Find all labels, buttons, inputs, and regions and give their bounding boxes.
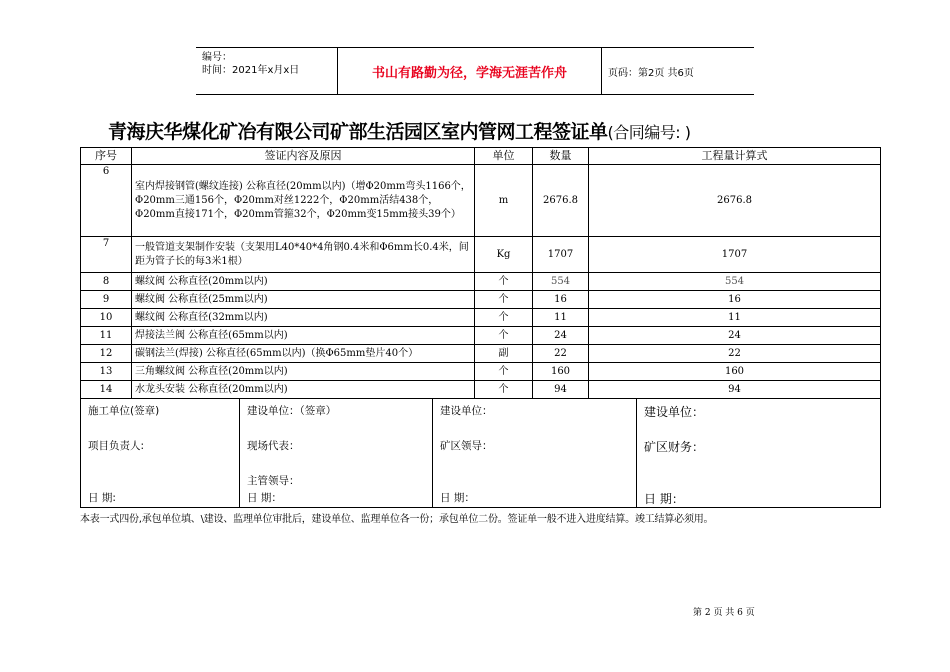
- cell-calc: 11: [589, 309, 881, 327]
- table-row: [81, 345, 881, 363]
- header-meta: [196, 48, 338, 94]
- header-slogan: 书山有路勤为径，学海无涯苦作舟: [338, 48, 602, 94]
- cell-qty: 160: [533, 363, 589, 381]
- table-row: [81, 381, 881, 399]
- sig-title: 建设单位：: [644, 405, 705, 419]
- cell-desc: 螺纹阀 公称直径(20mm以内): [132, 273, 475, 291]
- signature-table: [80, 398, 881, 508]
- signature-contractor: [81, 399, 240, 508]
- cell-qty: 1707: [533, 237, 589, 273]
- signature-owner-1: [240, 399, 433, 508]
- col-header-desc: 签证内容及原因: [132, 148, 475, 165]
- cell-no: 8: [81, 273, 132, 291]
- sig-date: 日 期：: [247, 492, 282, 504]
- cell-calc: 160: [589, 363, 881, 381]
- number-label: 编号：: [202, 52, 232, 63]
- sig-date: 日 期：: [440, 492, 475, 504]
- cell-desc: 水龙头安装 公称直径(20mm以内): [132, 381, 475, 399]
- cell-unit: 个: [475, 273, 533, 291]
- visa-table: [80, 147, 881, 399]
- cell-desc: 螺纹阀 公称直径(25mm以内): [132, 291, 475, 309]
- cell-calc: 94: [589, 381, 881, 399]
- table-header-row: [81, 148, 881, 165]
- signature-row: [81, 399, 881, 508]
- cell-desc: 三角螺纹阀 公称直径(20mm以内): [132, 363, 475, 381]
- cell-no: 14: [81, 381, 132, 399]
- sig-date: 日 期：: [644, 492, 684, 506]
- cell-unit: 副: [475, 345, 533, 363]
- cell-unit: 个: [475, 381, 533, 399]
- col-header-unit: 单位: [475, 148, 533, 165]
- title-contract: (合同编号: ): [607, 123, 691, 142]
- sig-date: 日 期:: [88, 492, 116, 504]
- cell-unit: 个: [475, 327, 533, 345]
- col-header-qty: 数量: [533, 148, 589, 165]
- col-header-no: 序号: [81, 148, 132, 165]
- cell-unit: 个: [475, 309, 533, 327]
- cell-desc: 焊接法兰阀 公称直径(65mm以内): [132, 327, 475, 345]
- cell-qty: 94: [533, 381, 589, 399]
- cell-calc: 24: [589, 327, 881, 345]
- cell-desc: 螺纹阀 公称直径(32mm以内): [132, 309, 475, 327]
- cell-unit: Kg: [475, 237, 533, 273]
- cell-calc: 554: [589, 273, 881, 291]
- cell-no: 12: [81, 345, 132, 363]
- table-row: [81, 237, 881, 273]
- cell-unit: m: [475, 165, 533, 237]
- sig-line: 主管领导：: [247, 475, 300, 487]
- table-row: [81, 273, 881, 291]
- table-row: [81, 291, 881, 309]
- sig-title: 建设单位：（签章）: [247, 405, 337, 417]
- sig-title: 建设单位：: [440, 405, 493, 417]
- document-title: [108, 117, 868, 144]
- sig-line: 矿区财务：: [644, 440, 705, 454]
- cell-desc: 碳钢法兰(焊接) 公称直径(65mm以内)（换Φ65mm垫片40个）: [132, 345, 475, 363]
- signature-owner-2: [433, 399, 637, 508]
- header-page-info: 页码：第2页 共6页: [608, 67, 694, 79]
- cell-qty: 24: [533, 327, 589, 345]
- col-header-calc: 工程量计算式: [589, 148, 881, 165]
- cell-qty: 16: [533, 291, 589, 309]
- cell-no: 7: [81, 237, 132, 273]
- cell-no: 6: [81, 165, 132, 237]
- table-row: [81, 165, 881, 237]
- table-row: [81, 363, 881, 381]
- page-footer: 第 2 页 共 6 页: [693, 608, 755, 618]
- cell-no: 13: [81, 363, 132, 381]
- cell-unit: 个: [475, 363, 533, 381]
- cell-qty: 11: [533, 309, 589, 327]
- page-header: [196, 47, 754, 95]
- sig-line: 项目负责人:: [88, 440, 145, 452]
- cell-calc: 22: [589, 345, 881, 363]
- cell-no: 10: [81, 309, 132, 327]
- sig-line: 矿区领导：: [440, 440, 493, 452]
- footnote: 本表一式四份,承包单位填、\建设、监理单位审批后，建设单位、监理单位各一份；承包单位二份。签证单一般不进入进度结算。竣工结算必须用。: [80, 514, 714, 525]
- cell-no: 11: [81, 327, 132, 345]
- cell-no: 9: [81, 291, 132, 309]
- cell-unit: 个: [475, 291, 533, 309]
- cell-calc: 16: [589, 291, 881, 309]
- sig-title: 施工单位(签章): [88, 405, 160, 417]
- cell-qty: 2676.8: [533, 165, 589, 237]
- cell-desc: 一般管道支架制作安装（支架用L40*40*4角钢0.4米和Φ6mm长0.4米，间距为管子长的每3米1根）: [132, 237, 475, 273]
- table-row: [81, 327, 881, 345]
- sig-line: 现场代表：: [247, 440, 300, 452]
- cell-calc: 2676.8: [589, 165, 881, 237]
- table-row: [81, 309, 881, 327]
- title-main: 青海庆华煤化矿冶有限公司矿部生活园区室内管网工程签证单: [108, 121, 608, 143]
- cell-calc: 1707: [589, 237, 881, 273]
- time-label: 时间：2021年x月x日: [202, 65, 300, 76]
- cell-qty: 22: [533, 345, 589, 363]
- cell-desc: 室内焊接钢管(螺纹连接) 公称直径(20mm以内)（增Φ20mm弯头1166个，Φ20mm三通156个，Φ20mm对丝1222个，Φ20mm活结438个，Φ20mm直接171个，Φ20mm管箍32个，Φ20mm变15mm接头39个）: [132, 165, 475, 237]
- signature-owner-3: [637, 399, 881, 508]
- cell-qty: 554: [533, 273, 589, 291]
